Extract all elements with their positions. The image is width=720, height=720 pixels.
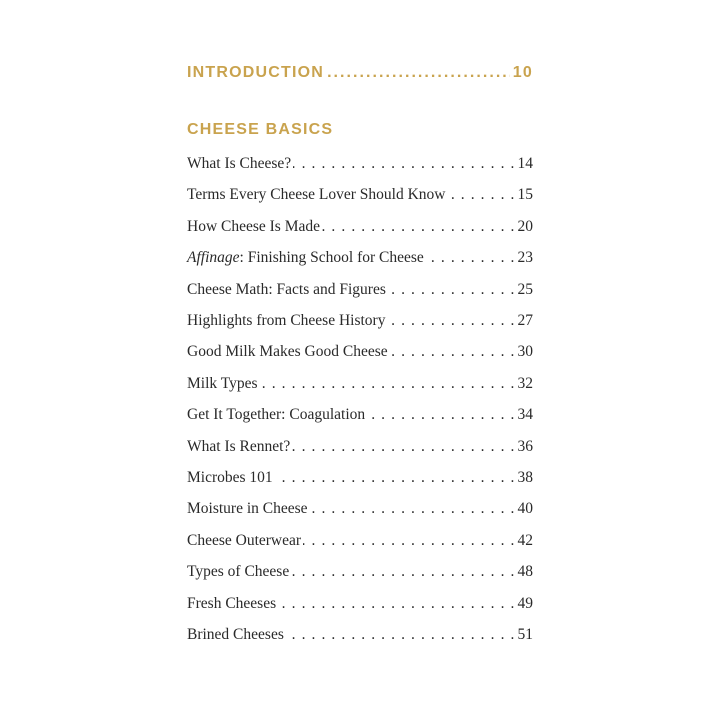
toc-leader-dots [447,186,515,204]
toc-entry-page: 25 [517,281,533,298]
toc-leader-dots [426,249,516,267]
toc-leader-dots [293,155,515,173]
toc-entry-page: 34 [517,406,533,423]
toc-leader-dots [291,563,515,581]
toc-leader-dots [367,406,515,424]
toc-entry-title: How Cheese Is Made [187,218,321,235]
toc-leader-dots [292,438,515,456]
toc-entry-page: 42 [517,532,533,549]
toc-entry [187,626,533,648]
toc-entry-page: 20 [517,218,533,235]
toc-entry-page: 51 [517,626,533,643]
toc-entry [187,375,533,397]
toc-leader-dots [387,312,515,330]
toc-entry [187,155,533,177]
toc-leader-dots [278,595,515,613]
toc-entry [187,343,533,365]
toc-entry-title: Types of Cheese [187,563,290,580]
toc-entry-page: 48 [517,563,533,580]
toc-entry-page: 27 [517,312,533,329]
toc-leader-dots [388,281,516,299]
toc-entry-title-rest: : Finishing School for Cheese [239,249,424,266]
toc-entry [187,186,533,208]
toc-entry [187,218,533,240]
toc-section-page: 10 [512,64,533,81]
toc-entry-page: 15 [517,186,533,203]
toc-leader-dots [390,343,516,361]
toc-entry [187,532,533,554]
toc-entry-page: 23 [517,249,533,266]
toc-entry-title: Cheese Math: Facts and Figures [187,281,386,298]
toc-entry-title-italic: Affinage [187,249,240,266]
toc-leader-dots [260,375,516,393]
toc-entry-title: Brined Cheeses [187,626,284,643]
toc-entry [187,249,533,271]
toc-entry [187,469,533,491]
toc-entry-title: Cheese Outerwear [187,532,302,549]
toc-entry-page: 14 [517,155,533,172]
toc-leader-dots [310,500,516,518]
toc-leader-dots [327,64,510,82]
toc-entry-title: Moisture in Cheese [187,500,308,517]
toc-entry-title: Terms Every Cheese Lover Should Know [187,186,446,203]
toc-entry-title: Highlights from Cheese History [187,312,386,329]
toc-entry-title: Get It Together: Coagulation [187,406,366,423]
toc-entry-title: Good Milk Makes Good Cheese [187,343,388,360]
toc-entry [187,281,533,303]
toc-entry-page: 36 [517,438,533,455]
toc-entry-title: Fresh Cheeses [187,595,277,612]
toc-entry-page: 32 [517,375,533,392]
toc-entry [187,312,533,334]
toc-leader-dots [322,218,515,236]
toc-leader-dots [286,626,516,644]
toc-entry [187,595,533,617]
toc-entry-title: Microbes 101 [187,469,273,486]
toc-entry [187,406,533,428]
toc-entry [187,563,533,585]
toc-entry [187,438,533,460]
toc-entry-page: 38 [517,469,533,486]
toc-leader-dots [275,469,516,487]
toc-entry-title [187,249,424,267]
toc-entry-page: 49 [517,595,533,612]
toc-entry-page: 30 [517,343,533,360]
toc-entry-title: What Is Rennet? [187,438,291,455]
section-heading-title: CHEESE BASICS [187,121,334,138]
toc-leader-dots [303,532,515,550]
toc-entry-title: Milk Types [187,375,258,392]
toc-entry-page: 40 [517,500,533,517]
toc-entry-title: What Is Cheese? [187,155,292,172]
toc-section-introduction [187,64,533,82]
toc-section-heading [187,121,533,139]
table-of-contents [187,0,533,720]
toc-entry [187,500,533,522]
toc-section-title: INTRODUCTION [187,64,325,81]
